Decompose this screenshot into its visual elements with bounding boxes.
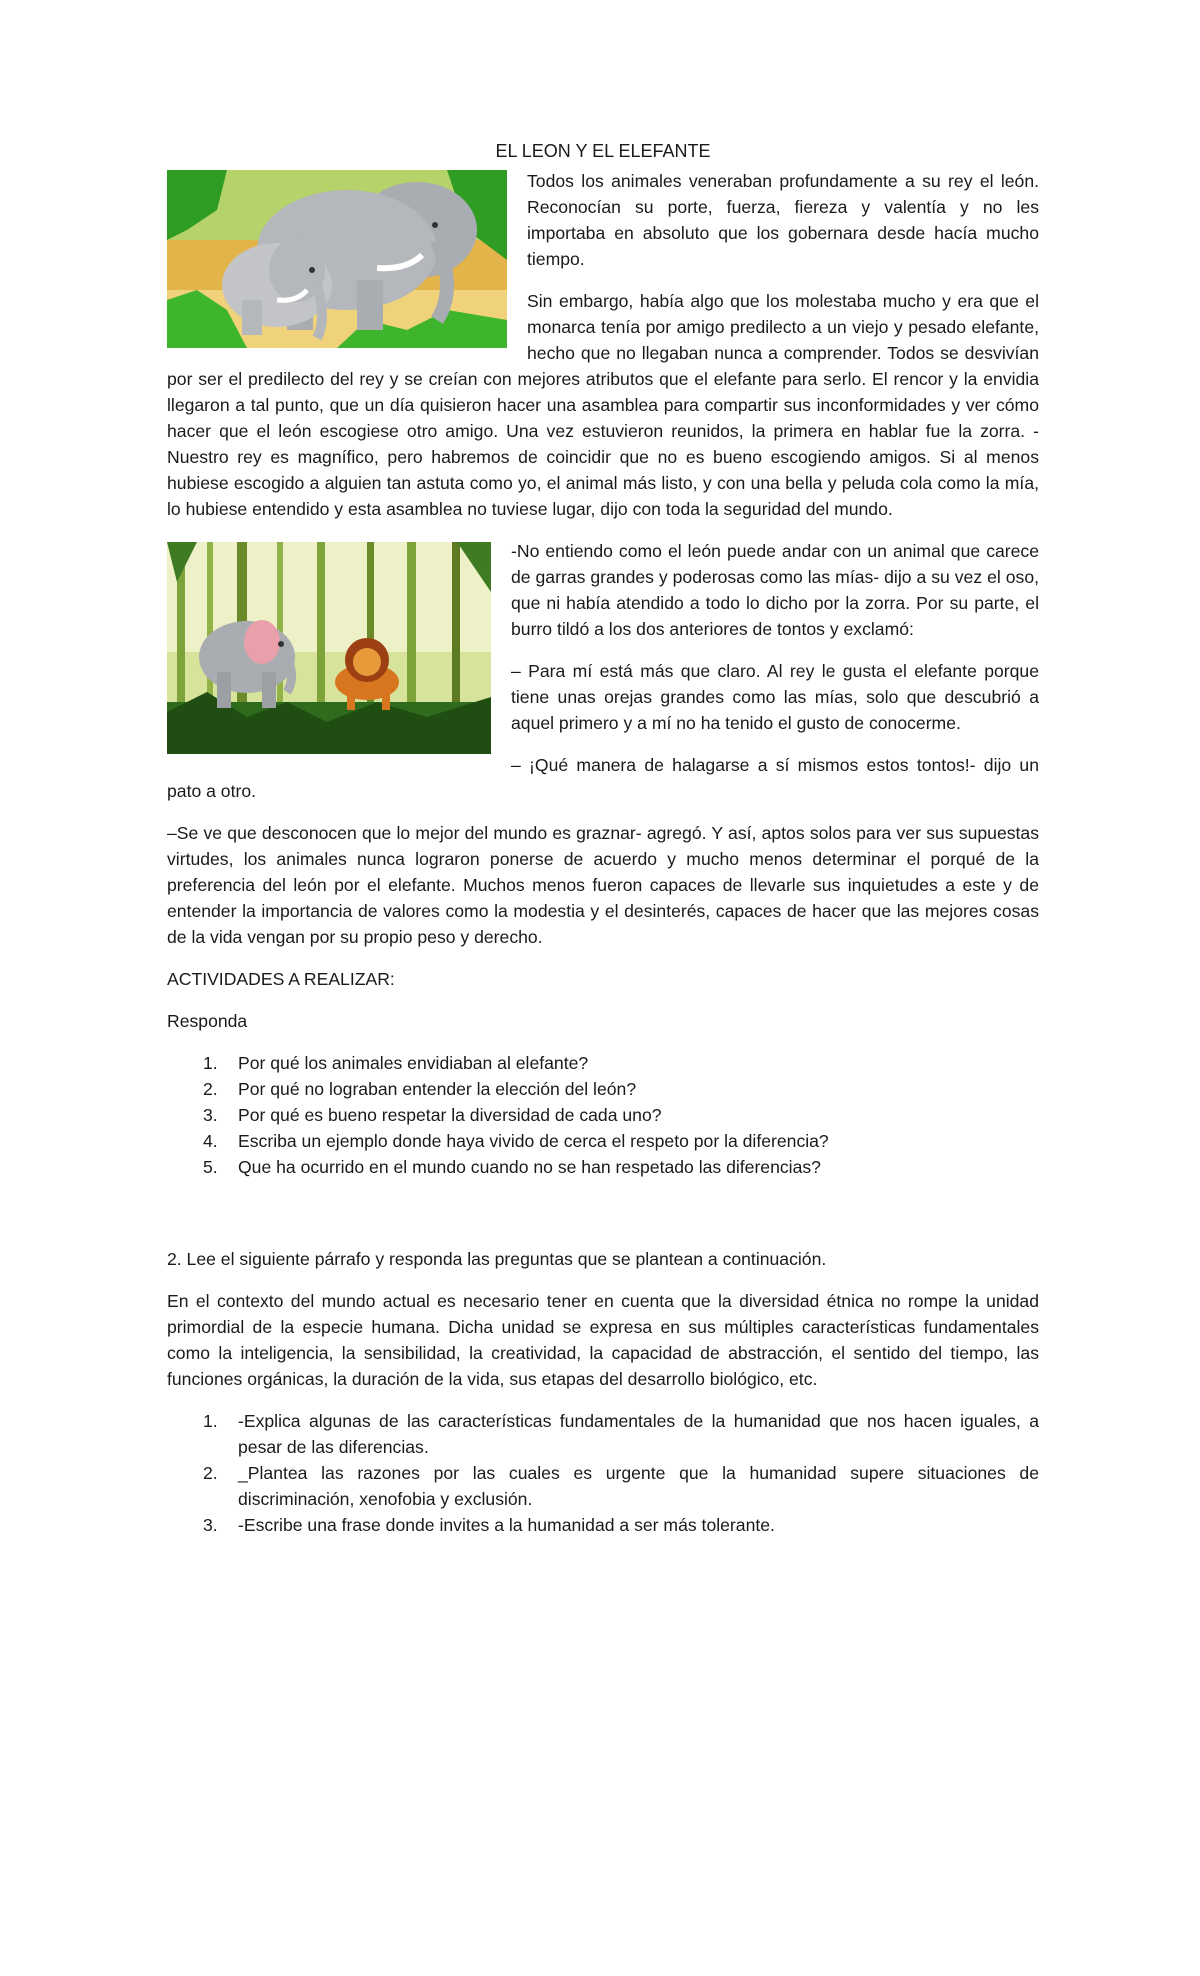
elephants-illustration bbox=[167, 170, 507, 348]
question-text: Escriba un ejemplo donde haya vivido de cerca el respeto por la diferencia? bbox=[238, 1131, 829, 1151]
section2-question-list bbox=[167, 1408, 1039, 1538]
list-item bbox=[167, 1050, 1039, 1076]
list-number: 4. bbox=[203, 1131, 218, 1151]
list-item bbox=[167, 1128, 1039, 1154]
activities-heading: ACTIVIDADES A REALIZAR: bbox=[167, 969, 395, 989]
paragraph-2: Sin embargo, había algo que los molestaba mucho y era que el monarca tenía por amigo predilecto a un viejo y pesado elefante, hecho que no llegaban nunca a comprender. Todos se desvivían por ser el predilecto del rey y se creían con mejores atributos que el elefante para serlo. El rencor y la envidia llegaron a tal punto, que un día quisieron hacer una asamblea para compartir sus inconformidades y ver cómo hacer que el león escogiese otro amigo. Una vez estuvieron reunidos, la primera en hablar fue la zorra. - Nuestro rey es magnífico, pero habremos de coincidir que no es bueno escogiendo amigos. Si al menos hubiese escogido a alguien tan astuta como yo, el animal más listo, y con una bella y peluda cola como la mía, lo hubiese entendido y esta asamblea no tuviese lugar, dijo con toda la seguridad del mundo. bbox=[167, 291, 1039, 519]
list-item bbox=[167, 1076, 1039, 1102]
list-number: 2. bbox=[203, 1463, 218, 1483]
jungle-illustration bbox=[167, 542, 491, 754]
list-number: 1. bbox=[203, 1411, 218, 1431]
section-spacer bbox=[167, 1196, 1039, 1246]
list-number: 1. bbox=[203, 1053, 218, 1073]
paragraph-3: -No entiendo como el león puede andar con un animal que carece de garras grandes y poderosas como las mías- dijo a su vez el oso, que ni había atendido a todo lo dicho por la zorra. Por su parte, el burro tildó a los dos anteriores de tontos y exclamó: bbox=[511, 541, 1039, 639]
list-number: 2. bbox=[203, 1079, 218, 1099]
activities-question-list bbox=[167, 1050, 1039, 1180]
question-text: Que ha ocurrido en el mundo cuando no se han respetado las diferencias? bbox=[238, 1157, 821, 1177]
activities-instruction: Responda bbox=[167, 1011, 248, 1031]
paragraph-1: Todos los animales veneraban profundamente a su rey el león. Reconocían su porte, fuerza, fiereza y valentía y no les importaba en absoluto que los gobernara desde hacía mucho tiempo. bbox=[527, 171, 1039, 269]
story-title: EL LEON Y EL ELEFANTE bbox=[495, 141, 711, 161]
paragraph-6: –Se ve que desconocen que lo mejor del mundo es graznar- agregó. Y así, aptos solos para ver sus supuestas virtudes, los animales nunca lograron ponerse de acuerdo y mucho menos determinar el porqué de la preferencia del león por el elefante. Muchos menos fueron capaces de llevarle sus inquietudes a este y de entender la importancia de valores como la modestia y el desinterés, capaces de hacer que las mejores cosas de la vida vengan por su propio peso y derecho. bbox=[167, 823, 1039, 947]
section2-paragraph: En el contexto del mundo actual es necesario tener en cuenta que la diversidad étnica no rompe la unidad primordial de la especie humana. Dicha unidad se expresa en sus múltiples características fundamentales como la inteligencia, la sensibilidad, la creatividad, la capacidad de abstracción, el sentido del tiempo, las funciones orgánicas, la duración de la vida, sus etapas del desarrollo biológico, etc. bbox=[167, 1291, 1039, 1389]
section2-heading: 2. Lee el siguiente párrafo y responda las preguntas que se plantean a continuación. bbox=[167, 1249, 827, 1269]
list-item bbox=[167, 1154, 1039, 1180]
list-item bbox=[167, 1102, 1039, 1128]
question-text: _Plantea las razones por las cuales es urgente que la humanidad supere situaciones de discriminación, xenofobia y exclusión. bbox=[238, 1463, 1039, 1509]
paragraph-5: – ¡Qué manera de halagarse a sí mismos estos tontos!- dijo un pato a otro. bbox=[167, 755, 1039, 801]
question-text: Por qué los animales envidiaban al elefante? bbox=[238, 1053, 589, 1073]
paragraph-4: – Para mí está más que claro. Al rey le gusta el elefante porque tiene unas orejas grandes como las mías, solo que descubrió a aquel primero y a mí no ha tenido el gusto de conocerme. bbox=[511, 661, 1039, 733]
question-text: -Escribe una frase donde invites a la humanidad a ser más tolerante. bbox=[238, 1515, 775, 1535]
document-page bbox=[167, 138, 1039, 1554]
list-number: 3. bbox=[203, 1105, 218, 1125]
list-number: 3. bbox=[203, 1515, 218, 1535]
list-number: 5. bbox=[203, 1157, 218, 1177]
question-text: Por qué es bueno respetar la diversidad de cada uno? bbox=[238, 1105, 662, 1125]
question-text: Por qué no lograban entender la elección del león? bbox=[238, 1079, 637, 1099]
list-item bbox=[167, 1408, 1039, 1460]
list-item bbox=[167, 1460, 1039, 1512]
question-text: -Explica algunas de las características fundamentales de la humanidad que nos hacen iguales, a pesar de las diferencias. bbox=[238, 1411, 1039, 1457]
list-item bbox=[167, 1512, 1039, 1538]
